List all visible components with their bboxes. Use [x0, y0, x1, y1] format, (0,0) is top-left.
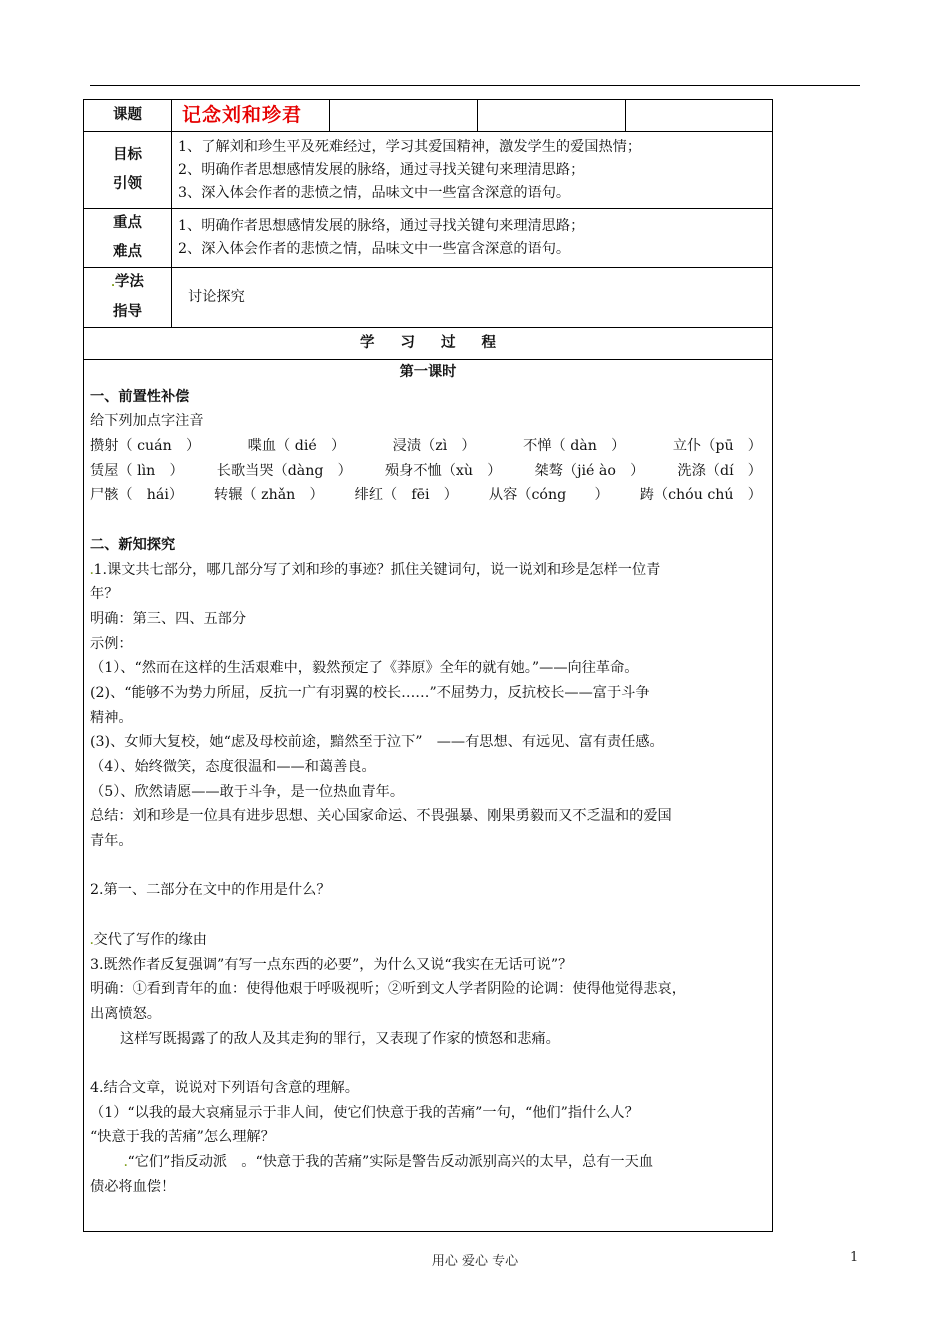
pinyin-item: 转辗（ zhǎn ）	[214, 487, 324, 504]
header-rule	[90, 85, 860, 86]
process-title: 学习过程	[84, 328, 773, 360]
question-text: 年？	[90, 586, 119, 603]
instruction-text: 给下列加点字注音	[90, 413, 204, 430]
pinyin-row	[90, 434, 766, 459]
summary-text: 青年。	[90, 833, 133, 850]
note-text: 这样写既揭露了的敌人及其走狗的罪行，又表现了作家的愤怒和悲痛。	[120, 1030, 560, 1047]
spacer	[90, 508, 766, 533]
pinyin-item: 殒身不恤（xù ）	[384, 462, 502, 479]
question-text: 3.既然作者反复强调”有写一点东西的必要”，为什么又说“我实在无话可说”？	[90, 956, 573, 973]
section-heading: 二、新知探究	[90, 536, 176, 553]
spacer	[90, 1051, 766, 1076]
pinyin-item: 浸渍（zì ）	[392, 438, 476, 455]
example-item: （1）、“然而在这样的生活艰难中，毅然预定了《莽原》全年的就有她。”——向往革命。	[90, 660, 639, 677]
keypoints-row	[84, 209, 773, 268]
pinyin-item: 桀骜（jié ào ）	[534, 462, 645, 479]
pinyin-item: 立仆（pū ）	[672, 438, 762, 455]
pinyin-row	[90, 459, 766, 484]
question-item: “快意于我的苦痛”怎么理解？	[90, 1129, 275, 1146]
pinyin-item: 踌（chóu chú ）	[639, 487, 762, 504]
title-label: 课题	[84, 100, 172, 132]
summary-text: 总结：刘和珍是一位具有进步思想、关心国家命运、不畏强暴、刚果勇毅而又不乏温和的爱国	[90, 808, 672, 825]
lesson-plan-table	[83, 99, 773, 1232]
empty-cell	[626, 100, 773, 132]
method-label: .学法 指导	[84, 268, 172, 328]
goal-item: 3、深入体会作者的悲愤之情，品味文中一些富含深意的语句。	[178, 184, 571, 201]
keypoint-item: 2、深入体会作者的悲愤之情，品味文中一些富含深意的语句。	[178, 241, 571, 257]
lesson-title: 记念刘和珍君	[172, 100, 330, 132]
example-item: （4）、始终微笑，态度很温和——和蔼善良。	[90, 759, 376, 775]
question-text: .1.课文共七部分，哪几部分写了刘和珍的事迹？抓住关键词句，说一说刘和珍是怎样一位青	[90, 561, 661, 578]
answer-text: 明确：①看到青年的血：使得他艰于呼吸视听；②听到文人学者阴险的论调：使得他觉得悲哀，	[90, 981, 686, 998]
pinyin-row	[90, 483, 766, 508]
main-row	[84, 360, 773, 1232]
goal-item: 2、明确作者思想感情发展的脉络，通过寻找关键句来理清思路；	[178, 161, 585, 178]
spacer	[90, 903, 766, 928]
pinyin-item: 从容（cóng ）	[488, 487, 609, 504]
pinyin-item: 不惮（ dàn ）	[523, 438, 626, 455]
goals-content	[172, 132, 773, 209]
empty-cell	[478, 100, 626, 132]
example-label: 示例：	[90, 635, 133, 652]
keypoint-item: 1、明确作者思想感情发展的脉络，通过寻找关键句来理清思路；	[178, 218, 585, 234]
example-item: (2)、“能够不为势力所屈，反抗一广有羽翼的校长……”不屈势力，反抗校长——富于斗争	[90, 684, 650, 701]
page-number: 1	[850, 1250, 859, 1265]
example-item: （5）、欣然请愿——敢于斗争，是一位热血青年。	[90, 783, 405, 800]
answer-text: 明确：第三、四、五部分	[90, 610, 247, 627]
answer-text: 债必将血偿！	[90, 1178, 176, 1195]
pinyin-item: 长歌当哭（dàng ）	[216, 462, 352, 479]
footer-motto: 用心 爱心 专心	[431, 1254, 519, 1269]
keypoints-content	[172, 209, 773, 268]
spacer	[90, 854, 766, 879]
answer-text: .“它们”指反动派 。“快意于我的苦痛”实际是警告反动派别高兴的太早，总有一天血	[124, 1154, 654, 1170]
pinyin-item: 尸骸（ hái）	[90, 487, 184, 504]
question-text: 4.结合文章，说说对下列语句含意的理解。	[90, 1079, 359, 1096]
lesson-heading: 第一课时	[399, 364, 457, 380]
empty-cell	[330, 100, 478, 132]
pinyin-item: 洗涤（dí ）	[677, 462, 762, 479]
main-content	[84, 360, 773, 1232]
goals-row	[84, 132, 773, 209]
pinyin-item: 喋血（ dié ）	[247, 438, 346, 455]
keypoints-label: 重点 难点	[84, 209, 172, 268]
process-row	[84, 328, 773, 360]
method-content: 讨论探究	[172, 268, 773, 328]
goal-item: 1、了解刘和珍生平及死难经过，学习其爱国精神，激发学生的爱国热情；	[178, 138, 642, 155]
section-heading: 一、前置性补偿	[90, 388, 190, 405]
question-item: （1）“以我的最大哀痛显示于非人间，使它们快意于我的苦痛”一句，“他们”指什么人？	[90, 1104, 639, 1121]
title-row	[84, 100, 773, 132]
pinyin-item: 绯红（ fēi ）	[354, 487, 458, 504]
question-text: 2.第一、二部分在文中的作用是什么？	[90, 882, 331, 899]
method-row	[84, 268, 773, 328]
pinyin-item: 攒射（ cuán ）	[90, 438, 201, 455]
answer-text: .交代了写作的缘由	[90, 931, 207, 948]
example-item: (3)、女师大复校，她“虑及母校前途，黯然至于泣下” ——有思想、有远见、富有责任感。	[90, 734, 664, 751]
example-item: 精神。	[90, 709, 133, 726]
answer-text: 出离愤怒。	[90, 1005, 161, 1022]
pinyin-item: 赁屋（ lìn ）	[90, 462, 184, 479]
goals-label: 目标 引领	[84, 132, 172, 209]
